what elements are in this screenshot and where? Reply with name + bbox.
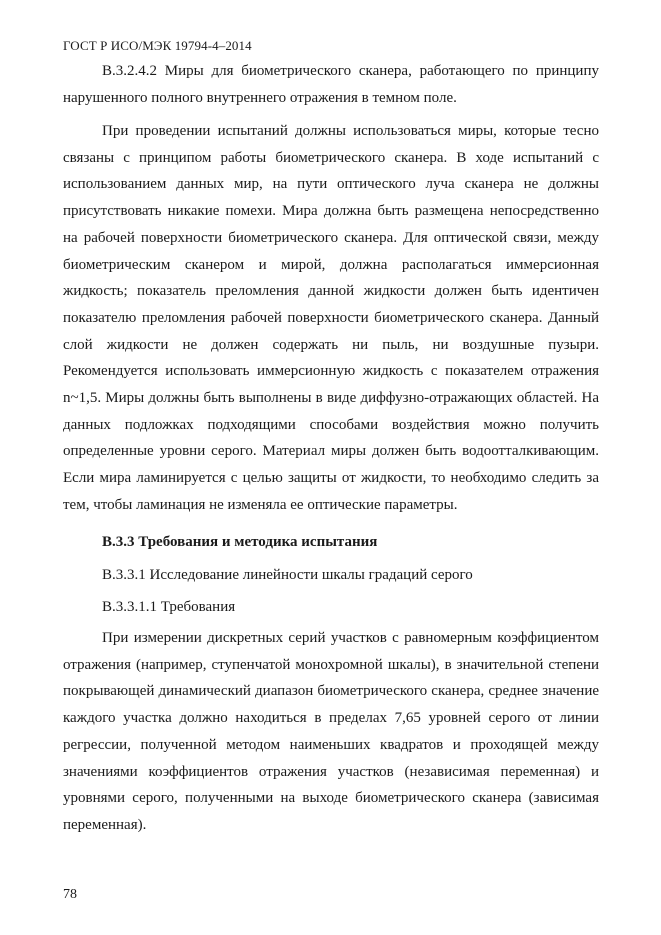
section-b3242-block	[63, 58, 599, 111]
section-b3311-title: В.3.3.1.1 Требования	[102, 599, 236, 615]
requirements-paragraph: При измерении дискретных серий участков с равномерным коэффициентом отражения (например, ступенчатой монохромной шкалы), в значительной степени покрывающей динамический диапазон биометрического сканера, среднее значение каждого участка должно находиться в пределах 7,65 уровней серого от линии регрессии, полученной методом наименьших квадратов и проходящей между значениями коэффициентов отражения участков (независимая переменная) и уровнями серого, полученными на выходе биометрического сканера (зависимая переменная).	[63, 630, 599, 833]
document-header: ГОСТ Р ИСО/МЭК 19794-4–2014	[63, 38, 252, 53]
test-charts-block	[63, 118, 599, 519]
requirements-block	[63, 625, 599, 839]
section-b33-heading: В.3.3 Требования и методика испытания	[102, 534, 378, 550]
page-number: 78	[63, 887, 77, 902]
section-b331-title: В.3.3.1 Исследование линейности шкалы градаций серого	[102, 567, 473, 583]
section-b3242-paragraph: В.3.2.4.2 Миры для биометрического сканера, работающего по принципу нарушенного полного внутреннего отражения в темном поле.	[63, 63, 599, 106]
test-charts-paragraph: При проведении испытаний должны использоваться миры, которые тесно связаны с принципом работы биометрического сканера. В ходе испытаний с использованием данных мир, на пути оптического луча сканера не должны присутствовать никакие помехи. Мира должна быть размещена непосредственно на рабочей поверхности биометрического сканера. Для оптической связи, между биометрическим сканером и мирой, должна располагаться иммерсионная жидкость; показатель преломления данной жидкости должен быть идентичен показателю преломления рабочей поверхности биометрического сканера. Данный слой жидкости не должен содержать ни пыль, ни воздушные пузыри. Рекомендуется использовать иммерсионную жидкость с показателем отражения n~1,5. Миры должны быть выполнены в виде диффузно-отражающих областей. На данных подложках подходящими способами воздействия можно получить определенные уровни серого. Материал миры должен быть водоотталкивающим. Если мира ламинируется с целью защиты от жидкости, то необходимо следить за тем, чтобы ламинация не изменяла ее оптические параметры.	[63, 123, 599, 513]
